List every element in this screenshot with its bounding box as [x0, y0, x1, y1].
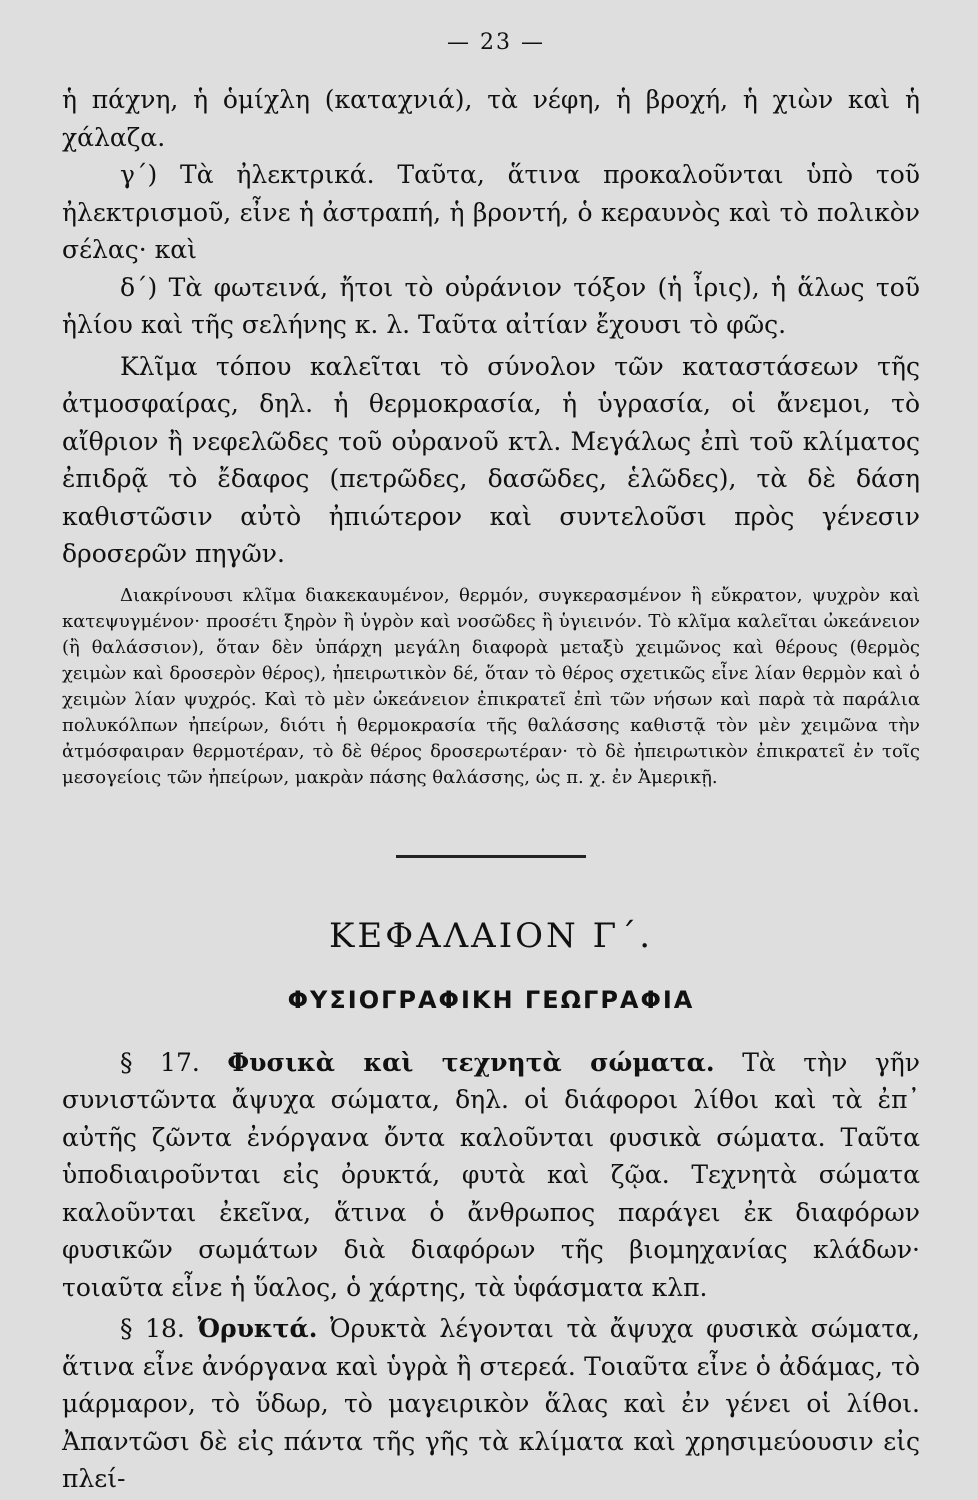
page-number: — 23 —	[447, 30, 545, 55]
section-18-body: Ὀρυκτὰ λέγονται τὰ ἄψυχα φυσικὰ σώματα, ἅτινα εἶνε ἀνόργανα καὶ ὑγρὰ ἢ στερεά. Τοιαῦτα εἶνε ὁ ἀδάμας, τὸ μάρμαρον, τὸ ὕδωρ, τὸ μαγειρικὸν ἅλας καὶ ἐν γένει οἱ λίθοι. Ἀπαντῶσι δὲ εἰς πάντα τῆς γῆς τὰ κλίματα καὶ χρησιμεύουσιν εἰς πλεί-	[62, 1314, 920, 1493]
section-17-number: § 17.	[120, 1047, 200, 1077]
section-17-body: Τὰ τὴν γῆν συνιστῶντα ἄψυχα σώματα, δηλ. οἱ διάφοροι λίθοι καὶ τὰ ἐπ᾿ αὐτῆς ζῶντα ἐνόργανα ὄντα καλοῦνται φυσικὰ σώματα. Ταῦτα ὑποδιαιροῦνται εἰς ὀρυκτά, φυτὰ καὶ ζῷα. Τεχνητὰ σώματα καλοῦνται ἐκεῖνα, ἅτινα ὁ ἄνθρωπος παράγει ἐκ διαφόρων φυσικῶν σωμάτων διὰ διαφόρων τῆς βιομηχανίας κλάδων· τοιαῦτα εἶνε ἡ ὕαλος, ὁ χάρτης, τὰ ὑφάσματα κλπ.	[62, 1047, 920, 1302]
section-18	[62, 1310, 920, 1498]
paragraph-precipitation: ἡ πάχνη, ἡ ὁμίχλη (καταχνιά), τὰ νέφη, ἡ βροχή, ἡ χιὼν καὶ ἡ χάλαζα.	[62, 85, 920, 152]
paragraph-climate: Κλῖμα τόπου καλεῖται τὸ σύνολον τῶν καταστάσεων τῆς ἀτμοσφαίρας, δηλ. ἡ θερμοκρασία, ἡ ὑγρασία, οἱ ἄνεμοι, τὸ αἴθριον ἢ νεφελῶδες τοῦ οὐρανοῦ κτλ. Μεγάλως ἐπὶ τοῦ κλίματος ἐπιδρᾷ τὸ ἔδαφος (πετρῶδες, δασῶδες, ἑλῶδες), τὰ δὲ δάση καθιστῶσιν αὐτὸ ἠπιώτερον καὶ συντελοῦσι πρὸς γένεσιν δροσερῶν πηγῶν.	[62, 351, 920, 568]
paragraph-luminous: δ΄) Τὰ φωτεινά, ἤτοι τὸ οὐράνιον τόξον (ἡ ἶρις), ἡ ἅλως τοῦ ἡλίου καὶ τῆς σελήνης κ. λ. Ταῦτα αἰτίαν ἔχουσι τὸ φῶς.	[62, 272, 920, 339]
chapter-heading: ΚΕΦΑΛΑΙΟΝ Γ΄.	[328, 915, 653, 956]
section-divider	[396, 855, 586, 858]
chapter-subtitle: ΦΥΣΙΟΓΡΑΦΙΚΗ ΓΕΩΓΡΑΦΙΑ	[287, 985, 695, 1014]
paragraph-climate-types: Διακρίνουσι κλῖμα διακεκαυμένον, θερμόν, συγκερασμένον ἢ εὔκρατον, ψυχρὸν καὶ κατεψυγμένον· προσέτι ξηρὸν ἢ ὑγρὸν καὶ νοσῶδες ἢ ὑγιεινόν. Τὸ κλῖμα καλεῖται ὠκεάνειον (ἢ θαλάσσιον), ὅταν δὲν ὑπάρχη μεγάλη διαφορὰ μεταξὺ χειμῶνος καὶ θέρους (θερμὸς χειμὼν καὶ δροσερὸν θέρος), ἠπειρωτικὸν δέ, ὅταν τὸ θέρος σχετικῶς εἶνε λίαν θερμὸν καὶ ὁ χειμὼν λίαν ψυχρός. Καὶ τὸ μὲν ὠκεάνειον ἐπικρατεῖ ἐπὶ τῶν νήσων καὶ παρὰ τὰ παράλια πολυκόλπων ἠπείρων, διότι ἡ θερμοκρασία τῆς θαλάσσης καθιστᾷ τὸν μὲν χειμῶνα τὴν ἀτμόσφαιραν θερμοτέραν, τὸ δὲ θέρος δροσερωτέραν· τὸ δὲ ἠπειρωτικὸν ἐπικρατεῖ ἐν τοῖς μεσογείοις τῶν ἠπείρων, μακρὰν πάσης θαλάσσης, ὡς π. χ. ἐν Ἀμερικῇ.	[62, 584, 920, 788]
paragraph-electric: γ΄) Τὰ ἠλεκτρικά. Ταῦτα, ἅτινα προκαλοῦνται ὑπὸ τοῦ ἠλεκτρισμοῦ, εἶνε ἡ ἀστραπή, ἡ βροντή, ὁ κεραυνὸς καὶ τὸ πολικὸν σέλας· καὶ	[62, 160, 920, 264]
section-17	[62, 1044, 920, 1307]
section-17-title: Φυσικὰ καὶ τεχνητὰ σώματα.	[227, 1047, 715, 1077]
section-18-title: Ὀρυκτά.	[197, 1314, 318, 1343]
section-18-number: § 18.	[120, 1314, 185, 1343]
